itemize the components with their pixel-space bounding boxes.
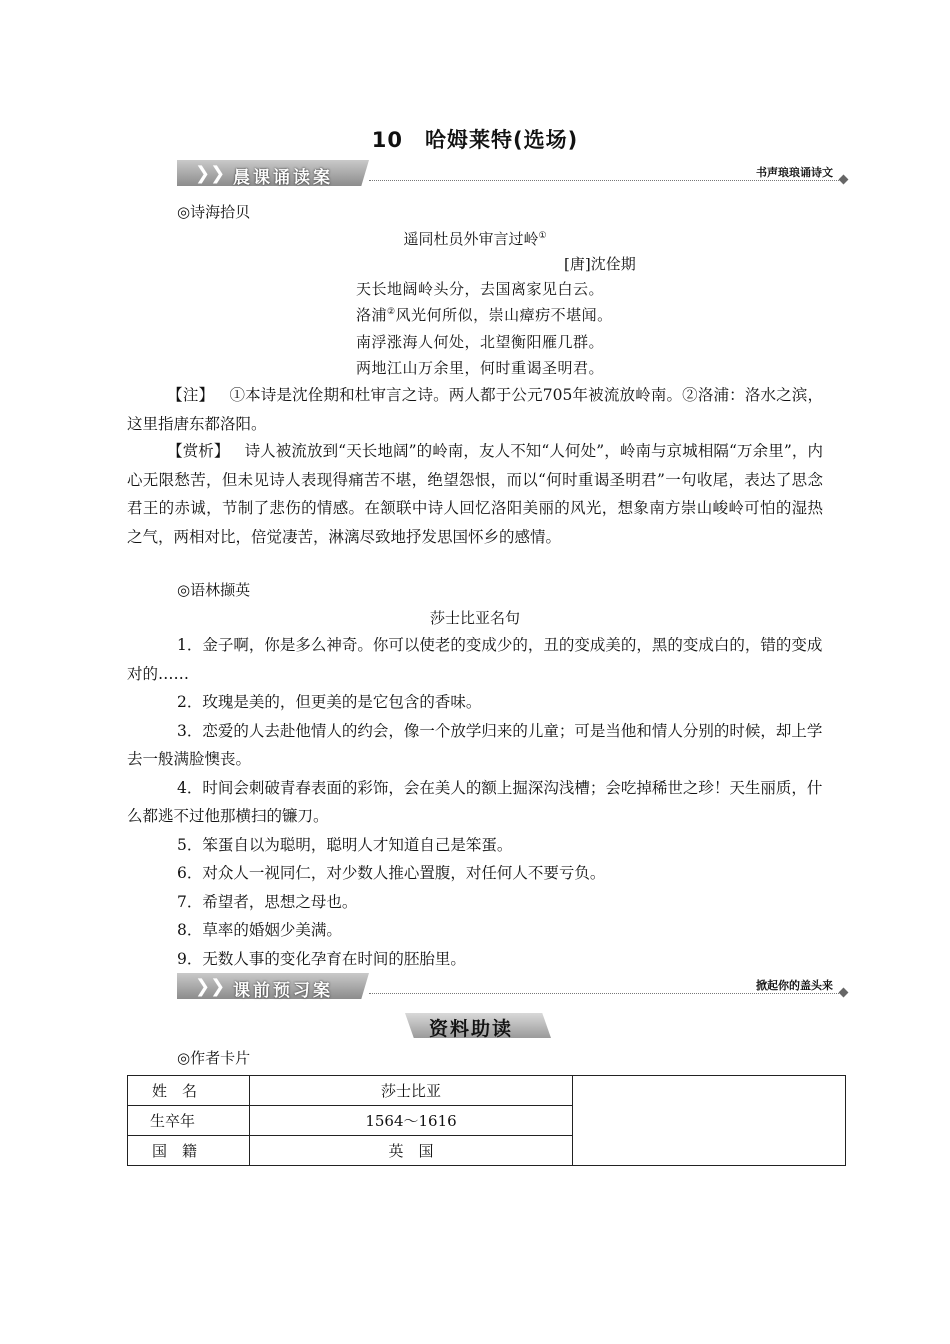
footnote-mark: ① [538, 231, 547, 241]
banner-preview [177, 973, 847, 1001]
list-item: 6．对众人一视同仁，对少数人推心置腹，对任何人不要亏负。 [177, 864, 606, 882]
reading-aid-label [395, 1013, 551, 1039]
quote-list [127, 631, 823, 973]
diamond-icon [839, 988, 849, 998]
lesson-number: 10 [371, 128, 404, 152]
list-item: 4．时间会刺破青春表面的彩饰，会在美人的额上掘深沟浅槽；会吃掉稀世之珍！天生丽质，什么都逃不过他那横扫的镰刀。 [127, 778, 823, 825]
note-label: 【注】 [167, 386, 215, 404]
reading-aid-text: 资料助读 [429, 1018, 514, 1040]
section-heading-author: ◎作者卡片 [177, 1049, 251, 1067]
chevron-right-icon: ❯❯ [195, 976, 226, 997]
list-item: 3．恋爱的人去赴他情人的约会，像一个放学归来的儿童；可是当他和情人分别的时候，却上学去一般满脸懊丧。 [127, 721, 823, 768]
table-key: 国 籍 [128, 1136, 250, 1166]
poem-line-1: 天长地阔岭头分，去国离家见白云。 [356, 280, 605, 298]
list-item: 8．草率的婚姻少美满。 [177, 921, 342, 939]
banner-label: 课前预习案 [233, 981, 333, 1001]
author-portrait-cell [573, 1076, 846, 1166]
poem-line-2-part1: 洛浦 [356, 306, 388, 324]
section-heading-poem: ◎诗海拾贝 [177, 203, 251, 221]
poem-appreciation [127, 437, 823, 551]
banner-slogan: 掀起你的盖头来 [756, 979, 833, 992]
diamond-icon [839, 175, 849, 185]
poem-line-2 [356, 304, 613, 325]
lesson-title: 哈姆莱特(选场) [425, 128, 579, 152]
section-heading-quotes: ◎语林撷英 [177, 581, 251, 599]
poem-note [127, 381, 823, 438]
page-title [0, 124, 950, 154]
chevron-right-icon: ❯❯ [195, 163, 226, 184]
poem-line-2-part2: 风光何所似，崇山瘴疠不堪闻。 [395, 306, 613, 324]
appreciation-text: 诗人被流放到“天长地阔”的岭南，友人不知“人何处”，岭南与京城相隔“万余里”，内心无限愁苦，但未见诗人表现得痛苦不堪，绝望怨恨，而以“何时重谒圣明君”一句收尾，表达了思念君王的赤诚，节制了悲伤的情感。在颔联中诗人回忆洛阳美丽的风光，想象南方崇山峻岭可怕的湿热之气，两相对比，倍觉凄苦，淋漓尽致地抒发思国怀乡的感情。 [127, 442, 823, 546]
appreciation-label: 【赏析】 [167, 442, 230, 460]
banner-label: 晨课诵读案 [233, 168, 333, 188]
list-item: 9．无数人事的变化孕育在时间的胚胎里。 [177, 949, 466, 968]
banner-morning-reading [177, 160, 847, 188]
dotted-divider [369, 180, 841, 181]
list-item: 5．笨蛋自以为聪明，聪明人才知道自己是笨蛋。 [177, 835, 513, 854]
poem-author: [唐]沈佺期 [564, 255, 636, 273]
banner-slogan: 书声琅琅诵诗文 [756, 166, 833, 179]
poem-line-4: 两地江山万余里，何时重谒圣明君。 [356, 359, 605, 377]
poem-line-3: 南浮涨海人何处，北望衡阳雁几群。 [356, 333, 605, 351]
table-value: 1564～1616 [250, 1106, 573, 1136]
poem-title-text: 遥同杜员外审言过岭 [403, 230, 539, 248]
table-value: 英 国 [250, 1136, 573, 1166]
author-card-table [127, 1075, 846, 1166]
table-value: 莎士比亚 [250, 1076, 573, 1106]
poem-title [0, 228, 950, 249]
table-row [128, 1076, 846, 1106]
note-text: ①本诗是沈佺期和杜审言之诗。两人都于公元705年被流放岭南。②洛浦：洛水之滨，这里指唐东都洛阳。 [127, 386, 823, 433]
table-key: 姓 名 [128, 1076, 250, 1106]
list-item: 1．金子啊，你是多么神奇。你可以使老的变成少的，丑的变成美的，黑的变成白的，错的变成对的…… [127, 636, 823, 683]
list-item: 7．希望者，思想之母也。 [177, 892, 358, 911]
dotted-divider [369, 993, 841, 994]
list-item: 2．玫瑰是美的，但更美的是它包含的香味。 [177, 693, 482, 711]
quotes-title: 莎士比亚名句 [429, 609, 520, 627]
table-key: 生卒年 [128, 1106, 250, 1136]
footnote-mark: ② [387, 307, 396, 317]
